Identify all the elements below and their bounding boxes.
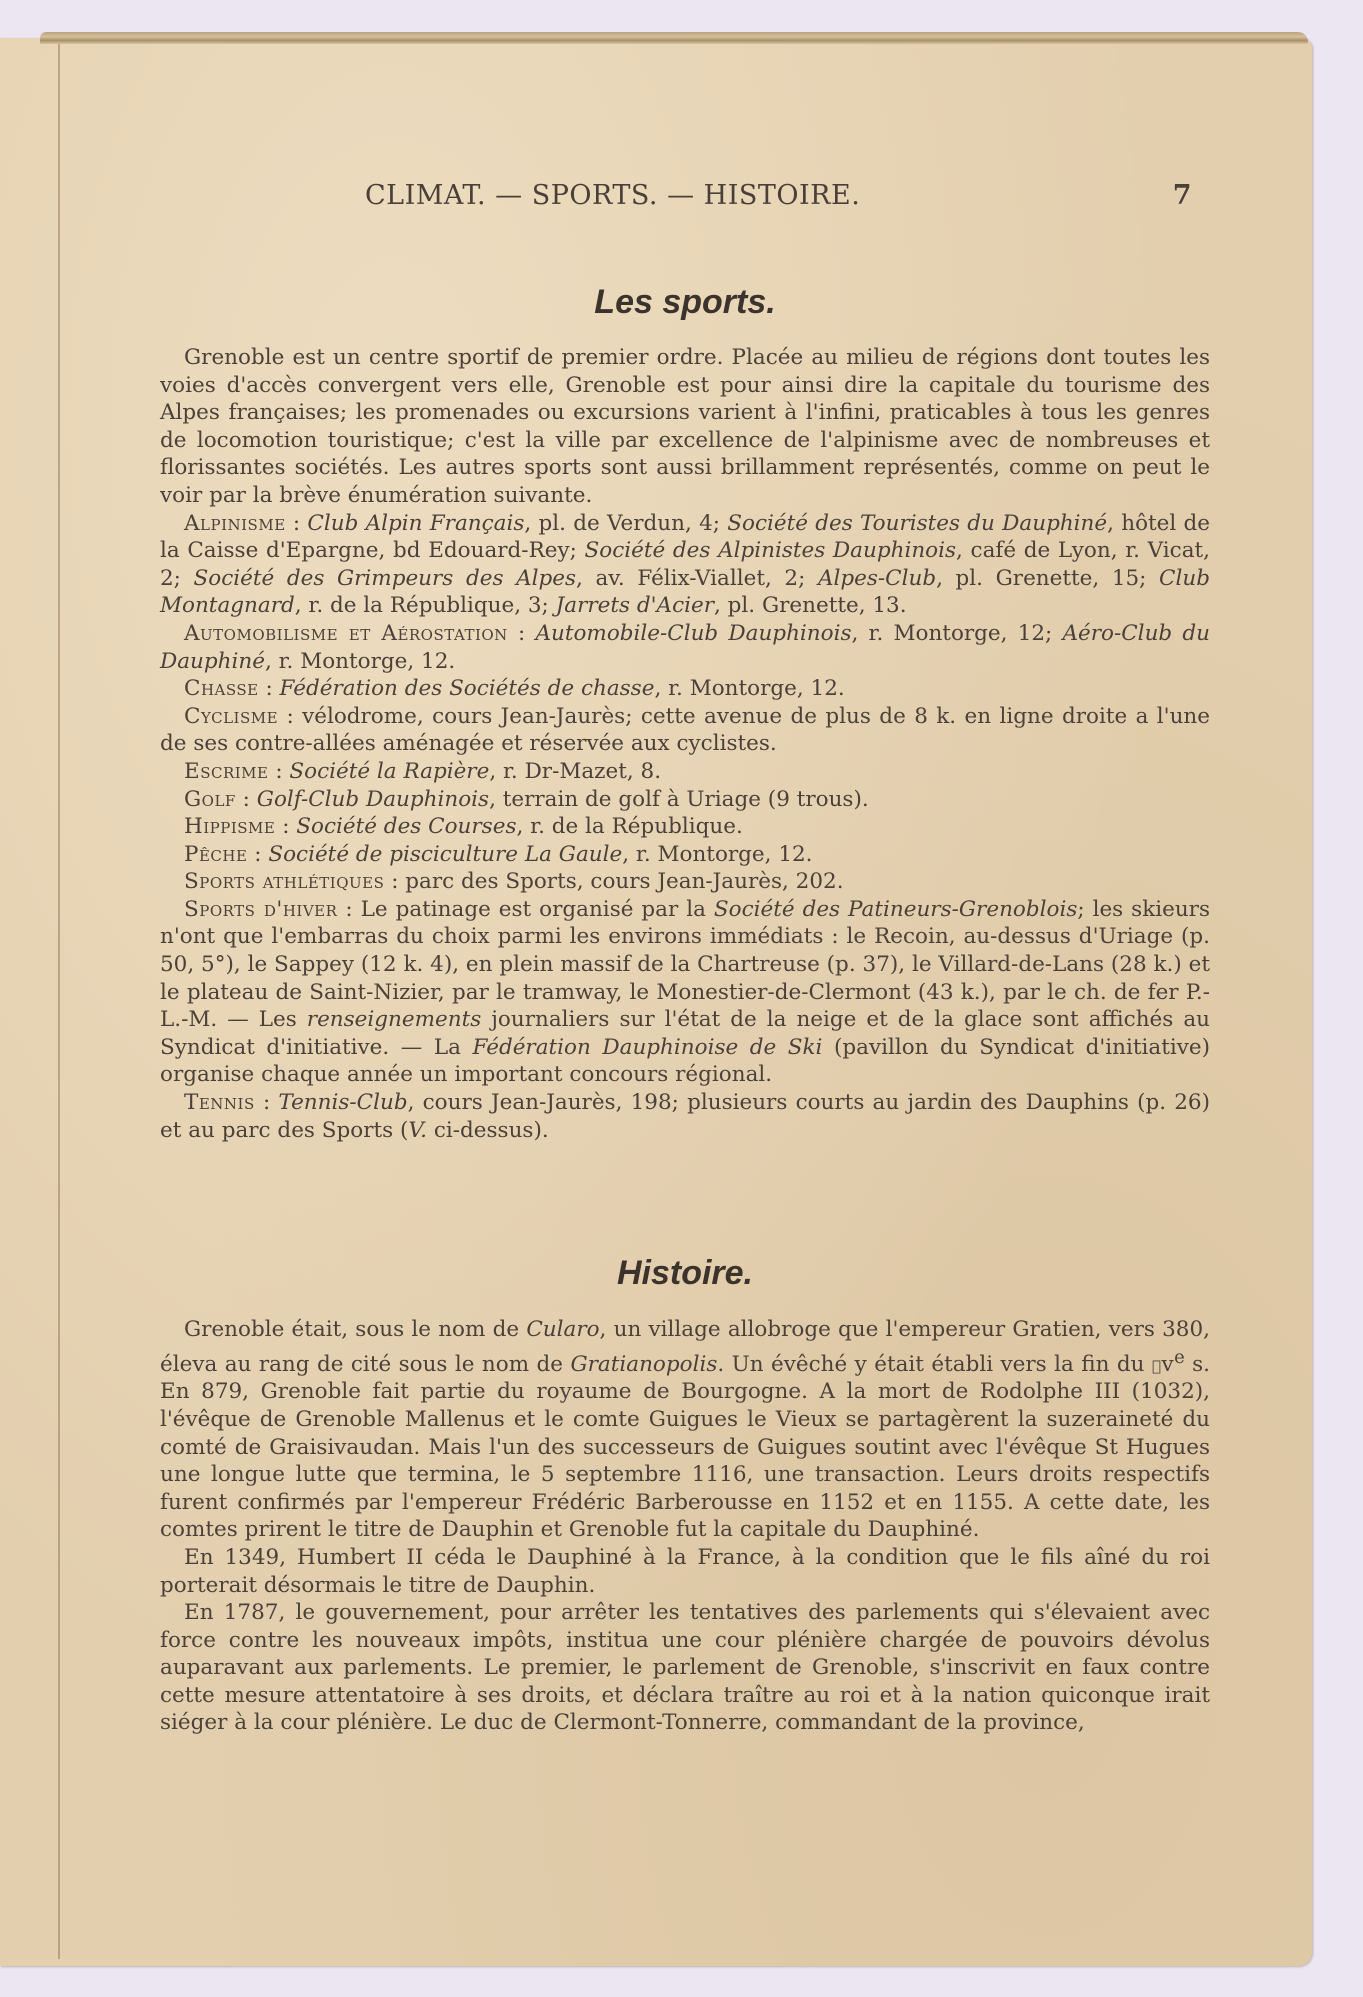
sports-category-label: Tennis [184,1090,255,1116]
text-run: : [285,510,308,536]
text-run: ɪᴠ [1151,1351,1175,1377]
text-run: , r. de la République. [516,814,743,840]
sports-entry [160,758,1210,786]
text-run: , café de Lyon, r. Vicat, 2; [160,538,1210,591]
sports-entry [160,1089,1210,1144]
italic-text-run: Jarrets d'Acier [555,593,714,619]
text-run: : [275,814,297,840]
italic-text-run: Gratianopolis [570,1351,718,1377]
text-run: , r. Dr-Mazet, 8. [489,758,662,784]
text-run: , av. Félix-Viallet, 2; [576,565,818,591]
text-run: En 1349, Humbert II céda le Dauphiné à la France, à la condition que le fils aîné du roi porterait désormais le titre de Dauphin. [160,1544,1210,1598]
italic-text-run: Société des Alpinistes Dauphinois [584,538,957,564]
italic-text-run: Fédération des Sociétés de chasse [279,676,655,702]
sports-category-label: Pêche [184,841,248,867]
italic-text-run: Société des Courses [296,814,517,840]
text-run: , r. de la République, 3; [294,593,556,619]
sports-category-label: Cyclisme [184,703,279,729]
italic-text-run: Société la Rapière [289,758,490,784]
sports-entry [160,813,1210,841]
text-run: : [258,676,280,702]
italic-text-run: Alpes-Club [817,565,937,591]
italic-text-run: Société des Grimpeurs des Alpes [193,565,577,591]
sports-category-label: Alpinisme [184,510,286,536]
text-run: : [268,758,290,784]
histoire-paragraph [160,1544,1210,1599]
text-run: journaliers sur l'état de la neige et de la glace sont affichés au Syndicat d'initiative. — La [160,1007,1210,1060]
sports-entry [160,868,1210,896]
sports-category-label: Chasse [184,676,259,702]
sports-category-label: Escrime [184,758,269,784]
italic-text-run: V. [408,1117,428,1143]
text-run: , r. Montorge, 12; [851,620,1063,646]
italic-text-run: Tennis-Club [278,1090,408,1116]
text-run: : parc des Sports, cours Jean-Jaurès, 202. [384,869,844,895]
sports-category-label: Hippisme [184,814,276,840]
text-run: , pl. de Verdun, 4; [524,510,728,536]
sports-entries-list [160,510,1210,1145]
text-run: , pl. Grenette, 13. [713,593,907,619]
italic-text-run: Aéro-Club du Dauphiné [160,620,1210,674]
histoire-paragraph [160,1316,1210,1544]
sports-section [160,344,1210,1144]
histoire-paragraph [160,1599,1210,1737]
text-run: , r. Montorge, 12. [264,648,456,674]
sports-entry [160,896,1210,1089]
italic-text-run: Société des Patineurs-Grenoblois [713,896,1078,922]
text-run: ci-dessus). [427,1117,549,1143]
sports-entry [160,510,1210,620]
text-run: : [235,786,257,812]
text-run: (pavillon du Syndicat d'initiative) organise chaque année un important concours régional. [160,1034,1210,1088]
sports-entry [160,703,1210,758]
italic-text-run: Cularo [526,1317,600,1342]
page-stack-edge [40,32,1308,44]
binding-fold [58,44,60,1959]
sports-category-label: Sports d'hiver [184,896,338,922]
sports-entry [160,620,1210,675]
section-heading-sports: Les sports. [594,283,776,321]
text-run: , pl. Grenette, 15; [936,565,1160,591]
sports-intro: Grenoble est un centre sportif de premier ordre. Placée au milieu de régions dont toutes les voies d'accès convergent vers elle, Grenoble est pour ainsi dire la capitale du tourisme des Alpes françaises; les promenades ou excursions varient à l'infini, praticables à tous les genres de locomotion touristique; c'est la ville par excellence de l'alpinisme avec de nombreuses et florissantes sociétés. Les autres sports sont aussi brillamment représentés, comme on peut le voir par la brève énumération suivante. [160,345,1210,508]
text-run: : Le patinage est organisé par la [337,896,714,922]
sports-category-label: Automobilisme et Aérostation [184,620,508,646]
italic-text-run: Société des Touristes du Dauphiné [727,510,1108,536]
text-run: , r. Montorge, 12. [622,841,813,867]
text-run: : [254,1090,279,1116]
text-run: : [247,841,269,867]
italic-text-run: renseignements [306,1007,482,1033]
page-number: 7 [1172,180,1192,211]
italic-text-run: Automobile-Club Dauphinois [535,620,852,646]
text-run: ; les skieurs n'ont que l'embarras du choix parmi les environs immédiats : le Recoin, au-dessus d'Uriage (p. 50, 5°), le Sappey (12 k. 4), en plein massif de la Chartreuse (p. 37), le Villard-de-Lans (28 k.) et le plateau de Saint-Nizier, par le tramway, le Monestier-de-Clermont (43 k.), par le ch. de fer P.-L.-M. — Les [160,896,1210,1033]
italic-text-run: Club Alpin Français [307,510,525,536]
section-heading-histoire: Histoire. [616,1254,754,1292]
italic-text-run: Golf-Club Dauphinois [256,786,490,812]
text-run: , cours Jean-Jaurès, 198; plusieurs courts au jardin des Dauphins (p. 26) et au parc des Sports ( [160,1090,1210,1143]
sports-category-label: Golf [184,786,236,812]
text-run: s. En 879, Grenoble fait partie du royaume de Bourgogne. A la mort de Rodolphe III (1032), l'évêque de Grenoble Mallenus et le comte Guigues le Vieux se partagèrent la suzeraineté du comté de Graisivaudan. Mais l'un des successeurs de Guigues soutint avec l'évêque St Hugues une longue lutte que termina, le 5 septembre 1116, une transaction. Leurs droits respectifs furent confirmés par l'empereur Frédéric Barberousse en 1152 et en 1155. A cette date, les comtes prirent le titre de Dauphin et Grenoble fut la capitale du Dauphiné. [160,1351,1211,1543]
text-run: , un village allobroge que l'empereur Gratien, vers 380, éleva au rang de cité sous le nom de [160,1317,1210,1377]
sports-entry [160,675,1210,703]
sports-entry [160,786,1210,814]
sports-category-label: Sports athlétiques [184,869,385,895]
text-run: , hôtel de la Caisse d'Epargne, bd Edouard-Rey; [160,510,1210,564]
running-head [160,180,1210,220]
italic-text-run: Club Montagnard [160,565,1210,619]
sports-entry [160,841,1210,869]
text-run: En 1787, le gouvernement, pour arrêter les tentatives des parlements qui s'élevaient avec force contre les nouveaux impôts, institua une cour plénière chargée de pouvoirs dévolus auparavant aux parlements. Le premier, le parlement de Grenoble, s'inscrivit en faux contre cette mesure attentatoire à ses droits, et déclara traître au roi et à la nation quiconque irait siéger à la cour plénière. Le duc de Clermont-Tonnerre, commandant de la province, [160,1600,1210,1736]
text-run: : [507,620,536,646]
text-run: e [1174,1346,1185,1368]
italic-text-run: Fédération Dauphinoise de Ski [472,1034,823,1060]
text-run: . Un évêché y était établi vers la fin du [717,1351,1152,1377]
running-head-title: CLIMAT. — SPORTS. — HISTOIRE. [365,180,861,211]
text-run: , terrain de golf à Uriage (9 trous). [489,786,869,812]
text-run: Grenoble était, sous le nom de [184,1317,527,1342]
histoire-section [160,1316,1210,1737]
text-run: , r. Montorge, 12. [654,676,845,702]
italic-text-run: Société de pisciculture La Gaule [268,841,623,867]
text-run: : vélodrome, cours Jean-Jaurès; cette avenue de plus de 8 k. en ligne droite a l'une de ses contre-allées aménagée et réservée aux cyclistes. [160,703,1210,757]
